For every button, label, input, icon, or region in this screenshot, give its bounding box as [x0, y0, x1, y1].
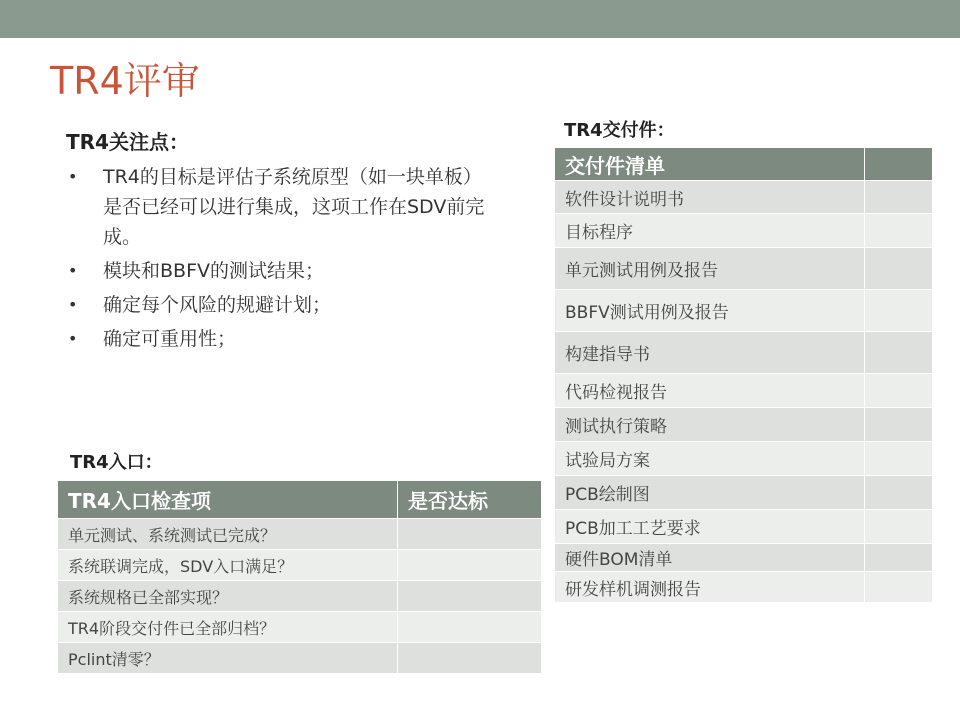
deliverable-name-cell: 试验局方案: [555, 442, 865, 476]
table-row: [58, 612, 542, 643]
entry-status-cell: [398, 612, 542, 643]
deliverable-name-cell: 单元测试用例及报告: [555, 248, 865, 290]
table-row: [555, 544, 933, 572]
table-row: [58, 581, 542, 612]
bullet-dot-icon: •: [68, 329, 78, 348]
deliverable-extra-cell: [865, 510, 933, 544]
focus-heading: TR4关注点：: [66, 130, 189, 154]
deliverable-name-cell: BBFV测试用例及报告: [555, 290, 865, 332]
deliverable-extra-cell: [865, 408, 933, 442]
deliverable-extra-cell: [865, 214, 933, 248]
deliverable-extra-cell: [865, 181, 933, 214]
deliverable-extra-cell: [865, 572, 933, 603]
deliverable-extra-cell: [865, 248, 933, 290]
table-row: [555, 442, 933, 476]
entry-item-cell: TR4阶段交付件已全部归档？: [58, 612, 398, 643]
deliverable-extra-cell: [865, 476, 933, 510]
deliverable-extra-cell: [865, 374, 933, 408]
deliverable-name-cell: 目标程序: [555, 214, 865, 248]
deliverable-extra-cell: [865, 442, 933, 476]
top-bar: [0, 0, 960, 38]
entry-item-cell: 单元测试、系统测试已完成？: [58, 519, 398, 550]
deliverable-name-cell: 代码检视报告: [555, 374, 865, 408]
table-row: [555, 476, 933, 510]
focus-bullet-item: [66, 324, 486, 354]
focus-bullet-text: 确定每个风险的规避计划；: [103, 294, 332, 316]
deliverable-name-cell: 研发样机调测报告: [555, 572, 865, 603]
entry-status-cell: [398, 643, 542, 674]
focus-bullet-item: [66, 162, 486, 252]
table-row: [555, 510, 933, 544]
deliverable-name-cell: 硬件BOM清单: [555, 544, 865, 572]
focus-bullet-text: 确定可重用性；: [103, 328, 237, 350]
bullet-dot-icon: •: [68, 261, 78, 280]
table-row: [555, 181, 933, 214]
table-row: [555, 332, 933, 374]
deliverable-name-cell: 软件设计说明书: [555, 181, 865, 214]
table-row: [555, 248, 933, 290]
deliverables-col-extra-header: [865, 148, 933, 181]
entry-item-cell: 系统规格已全部实现？: [58, 581, 398, 612]
entry-status-cell: [398, 550, 542, 581]
entry-status-cell: [398, 519, 542, 550]
focus-bullet-item: [66, 256, 486, 286]
table-row: [58, 519, 542, 550]
focus-bullet-text: TR4的目标是评估子系统原型（如一块单板）是否已经可以进行集成，这项工作在SDV前完成。: [103, 166, 485, 248]
focus-bullet-text: 模块和BBFV的测试结果；: [103, 260, 324, 282]
deliverable-name-cell: 构建指导书: [555, 332, 865, 374]
deliverables-table: [554, 147, 933, 603]
slide-title: TR4评审: [50, 59, 200, 103]
bullet-dot-icon: •: [68, 295, 78, 314]
deliverable-extra-cell: [865, 332, 933, 374]
table-header-row: [58, 481, 542, 519]
entry-item-cell: Pclint清零？: [58, 643, 398, 674]
entry-item-cell: 系统联调完成，SDV入口满足？: [58, 550, 398, 581]
deliverable-name-cell: 测试执行策略: [555, 408, 865, 442]
entry-checklist-table: [57, 480, 542, 674]
table-row: [555, 572, 933, 603]
entry-heading: TR4入口：: [70, 452, 163, 473]
deliverable-name-cell: PCB绘制图: [555, 476, 865, 510]
table-row: [555, 290, 933, 332]
focus-bullet-list: [66, 162, 486, 358]
table-row: [555, 374, 933, 408]
deliverable-extra-cell: [865, 290, 933, 332]
deliverables-heading: TR4交付件：: [564, 120, 675, 141]
table-row: [58, 550, 542, 581]
table-header-row: [555, 148, 933, 181]
deliverable-extra-cell: [865, 544, 933, 572]
table-row: [555, 214, 933, 248]
deliverable-name-cell: PCB加工工艺要求: [555, 510, 865, 544]
table-row: [555, 408, 933, 442]
deliverables-col-name-header: 交付件清单: [555, 148, 865, 181]
bullet-dot-icon: •: [68, 167, 78, 186]
entry-col-status-header: 是否达标: [398, 481, 542, 519]
table-row: [58, 643, 542, 674]
entry-col-item-header: TR4入口检查项: [58, 481, 398, 519]
focus-bullet-item: [66, 290, 486, 320]
entry-status-cell: [398, 581, 542, 612]
